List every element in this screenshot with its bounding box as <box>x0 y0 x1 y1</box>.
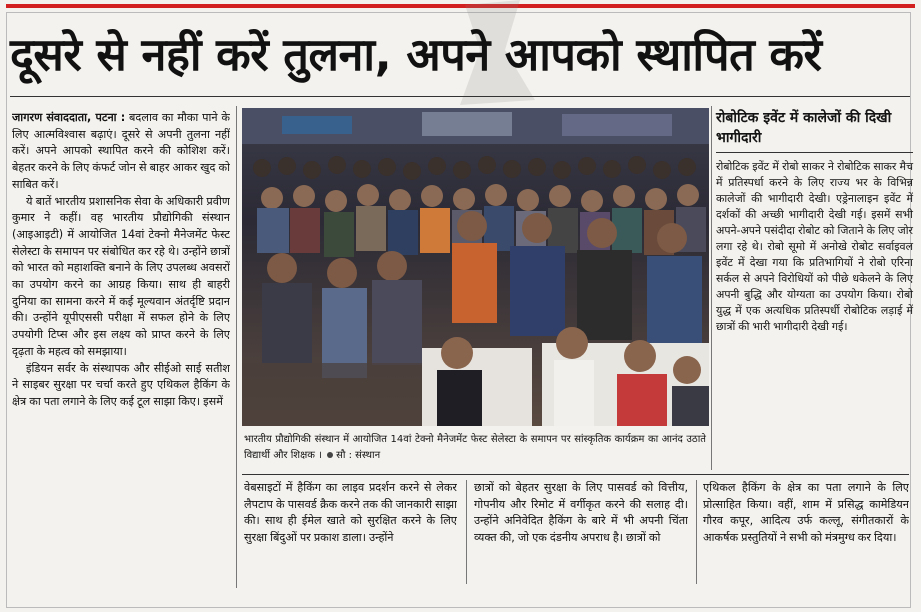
article-paragraph: ये बातें भारतीय प्रशासनिक सेवा के अधिकारी प्रवीण कुमार ने कहीं। वह भारतीय प्रौद्योगिकी संस्थान (आइआइटी) में आयोजित 14वां टेक्नो मैनेजमेंट फेस्ट सेलेस्टा के समापन पर संबोधित कर रहे थे। उन्होंने छात्रों को भारत को महाशक्ति बनाने के लिए उपलब्ध अवसरों का उपयोग करने का आग्रह किया। साथ ही बाहरी दुनिया का सामना करने में कई मूल्यवान अंतर्दृष्टि प्रदान की। उन्होंने यूपीएससी परीक्षा में सफल होने के लिए उपयोगी टिप्स और इस लक्ष्य को प्राप्त करने के लिए दृढ़ता के महत्व को समझाया। <box>12 194 230 358</box>
article-headline: दूसरे से नहीं करें तुलना, अपने आपको स्थापित करें <box>10 28 822 81</box>
column-divider <box>696 480 697 584</box>
column-divider <box>236 106 237 588</box>
article-paragraph: वेबसाइटों में हैकिंग का लाइव प्रदर्शन करने से लेकर लैपटाप के पासवर्ड क्रैक करने तक की जानकारी साझा की। साथ ही ईमेल खाते को सुरक्षित करने के लिए सुरक्षा बिंदुओं पर प्रकाश डाला। उन्होंने <box>244 481 457 545</box>
photo-rule <box>242 474 909 475</box>
camera-bullet-icon <box>327 452 333 458</box>
sidebar-divider <box>711 106 712 470</box>
photo-credit: सौ : संस्थान <box>336 450 381 461</box>
crowd-photo-illustration <box>242 108 709 426</box>
headline-rule <box>10 96 910 97</box>
article-paragraph <box>12 110 230 194</box>
article-column-1 <box>12 110 230 588</box>
photo-caption <box>244 432 706 468</box>
sidebar-heading: रोबोटिक इवेंट में कालेजों की दिखी भागीदारी <box>716 108 913 153</box>
article-column-2 <box>244 480 457 584</box>
sidebar-box <box>716 108 913 458</box>
caption-text: भारतीय प्रौद्योगिकी संस्थान में आयोजित 14वां टेक्नो मैनेजमेंट फेस्ट सेलेस्टा के समापन पर सांस्कृतिक कार्यक्रम का आनंद उठाते विद्यार्थी और शिक्षक । <box>244 434 706 461</box>
byline: जागरण संवाददाता, पटना : <box>12 111 126 124</box>
sidebar-body: रोबोटिक इवेंट में रोबो साकर ने रोबोटिक साकर मैच में प्रतिस्पर्धा करने के लिए राज्य भर के विभिन्न कालेजों की भागीदारी देखी। एड्रेनालाइन इवेंट में दर्शकों की अच्छी भागीदारी देखी गई। इसमें सभी अपने-अपने पसंदीदा रोबोट को जिताने के लिए जोर लगा रहे थे। रोबो सूमो में अनोखे रोबोट सर्वाइवल इवेंट में देखा गया कि प्रतिभागियों ने रोबो एरिना सर्कल से अपने विरोधियों को पीछे धकेलने के लिए अपनी बुद्धि और योग्यता का उपयोग किया। रोबो युद्ध में एक अत्यधिक प्रतिस्पर्धी रोबोटिक लड़ाई में छात्रों की भारी भागीदारी देखी गई। <box>716 160 913 333</box>
lead-text: बदलाव का मौका पाने के लिए आत्मविश्वास बढ़ाएं। दूसरे से अपनी तुलना नहीं करें। अपने आपको स्थापित करने की कोशिश करें। बेहतर करने के लिए कंफर्ट जोन से बाहर आकर खुद को साबित करें। <box>12 111 230 191</box>
column-divider <box>466 480 467 584</box>
article-paragraph: इंडियन सर्वर के संस्थापक और सीईओ साई सतीश ने साइबर सुरक्षा पर चर्चा करते हुए एथिकल हैकिंग के क्षेत्र का पता लगाने के लिए कई टूल साझा किए। इसमें <box>12 361 230 408</box>
article-paragraph: छात्रों को बेहतर सुरक्षा के लिए पासवर्ड को वित्तीय, गोपनीय और रिमोट में वर्गीकृत करने की सलाह दी। उन्होंने अनिवेदित हैकिंग के बारे में भी अपनी चिंता व्यक्त की, जो एक दंडनीय अपराध है। छात्रों को <box>474 481 688 545</box>
masthead-red-rule <box>6 4 915 8</box>
article-paragraph: एथिकल हैकिंग के क्षेत्र का पता लगाने के लिए प्रोत्साहित किया। वहीं, शाम में प्रसिद्ध कामेडियन गौरव कपूर, आदित्य उर्फ कल्लू, संगीतकारों के आकर्षक प्रस्तुतियों ने सभी को मंत्रमुग्ध कर दिया। <box>703 481 909 545</box>
article-column-4 <box>703 480 909 584</box>
article-column-3 <box>474 480 688 584</box>
event-photo <box>242 108 709 426</box>
